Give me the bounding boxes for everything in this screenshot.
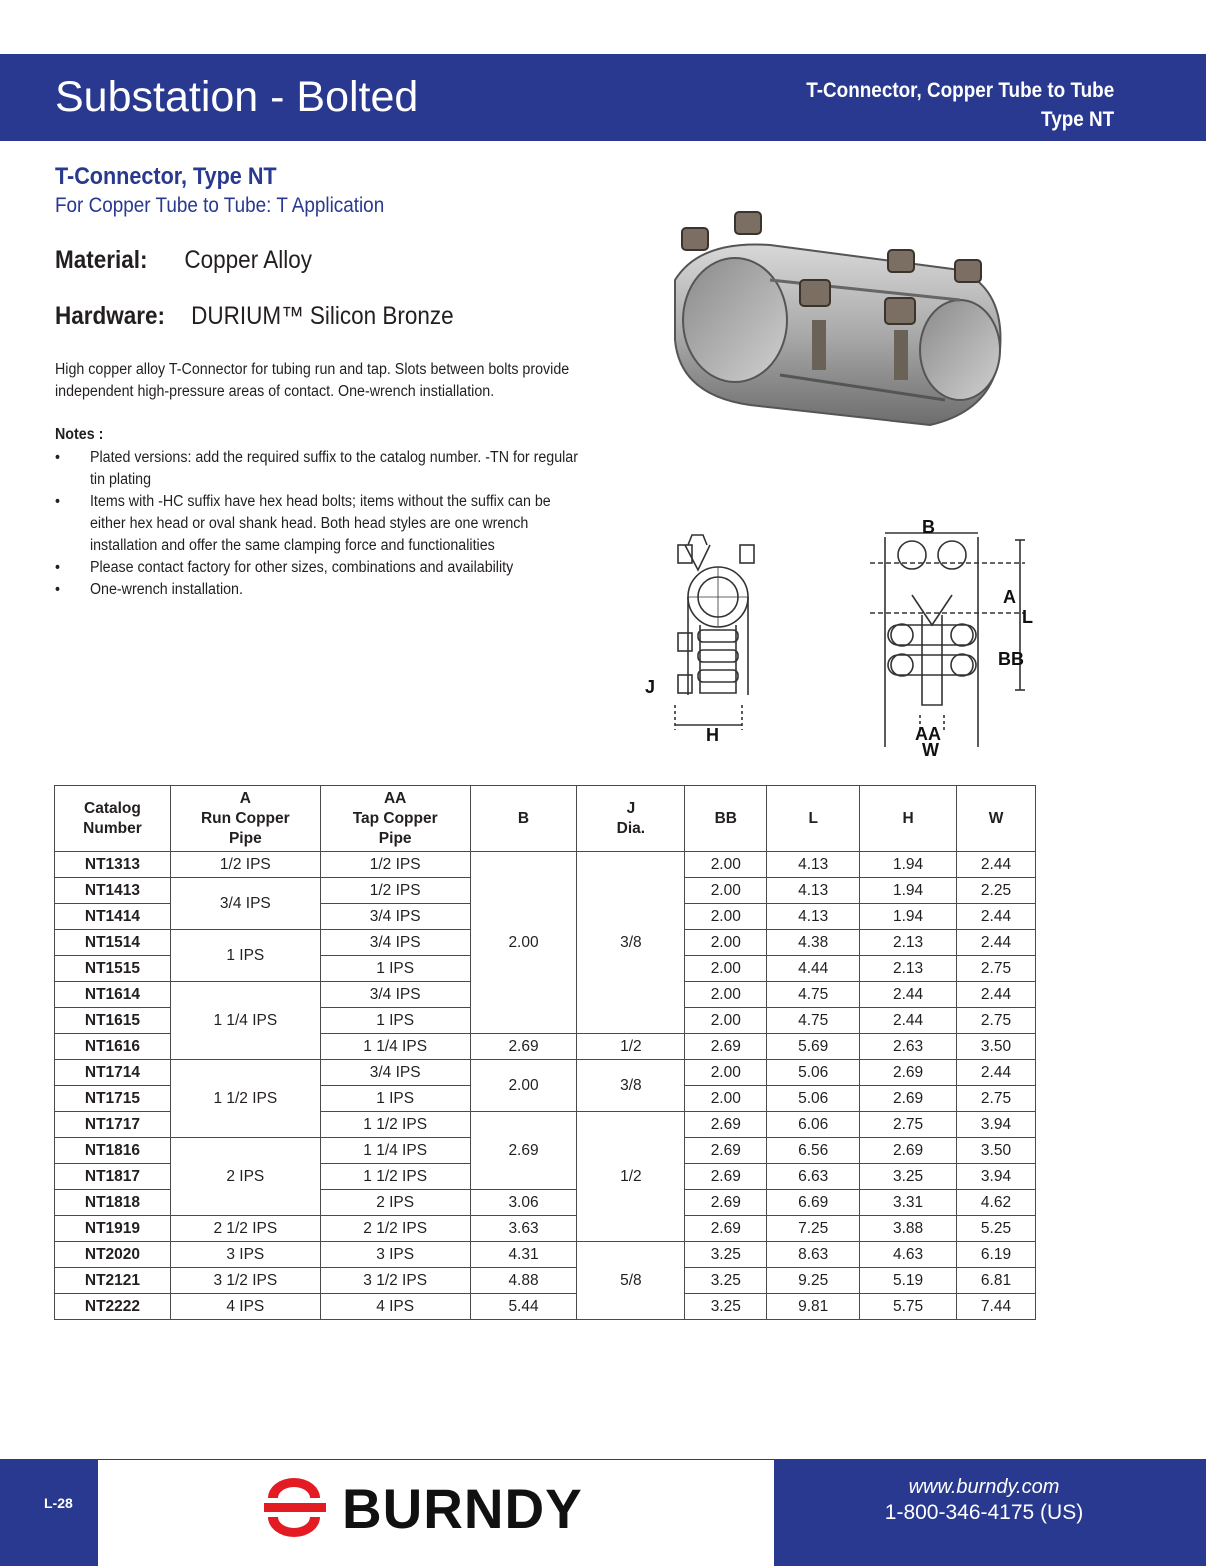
table-row: NT1615 1 IPS 2.00 4.75 2.44 2.75: [55, 1008, 1036, 1034]
note-item: • Please contact factory for other sizes, combinations and availability: [55, 557, 579, 579]
dim-label-bb: BB: [998, 649, 1024, 669]
front-view-drawing: [860, 515, 1040, 760]
dimension-table: [54, 785, 1036, 1320]
website-link[interactable]: www.burndy.com: [908, 1476, 1060, 1498]
header-catalog: Catalog Number: [55, 786, 171, 852]
hardware-spec: [55, 302, 454, 331]
header-j: J Dia.: [577, 786, 685, 852]
header-l: L: [767, 786, 860, 852]
material-value: Copper Alloy: [184, 246, 312, 274]
phone-number: 1-800-346-4175 (US): [884, 1501, 1084, 1524]
table-row: NT1715 1 IPS 2.00 5.06 2.69 2.75: [55, 1086, 1036, 1112]
dim-label-b: B: [922, 517, 935, 537]
table-row: NT1714 1 1/2 IPS 3/4 IPS 2.00 3/8 2.00 5.06 2.69 2.44: [55, 1060, 1036, 1086]
dim-label-l: L: [1022, 607, 1033, 627]
table-row: NT1414 3/4 IPS 2.00 4.13 1.94 2.44: [55, 904, 1036, 930]
footer-right-band: [774, 1459, 1206, 1566]
header-bb: BB: [685, 786, 767, 852]
product-photo: [660, 200, 1020, 450]
table-row: NT2020 3 IPS 3 IPS 4.31 5/8 3.25 8.63 4.63 6.19: [55, 1242, 1036, 1268]
table-row: NT2222 4 IPS 4 IPS 5.44 3.25 9.81 5.75 7.44: [55, 1294, 1036, 1320]
header-w: W: [957, 786, 1036, 852]
table-row: NT1717 1 1/2 IPS 2.69 1/2 2.69 6.06 2.75 3.94: [55, 1112, 1036, 1138]
hardware-value: DURIUM™ Silicon Bronze: [191, 302, 454, 330]
hardware-label: Hardware:: [55, 302, 166, 330]
note-item: • One-wrench installation.: [55, 579, 579, 601]
header-subtitle: [806, 76, 1114, 134]
page-header: [0, 54, 1206, 141]
header-h: H: [860, 786, 957, 852]
header-subtitle-line1: T-Connector, Copper Tube to Tube: [806, 79, 1114, 102]
footer-divider: [98, 1459, 774, 1460]
table-row: NT1313 1/2 IPS 1/2 IPS 2.00 3/8 2.00 4.13 1.94 2.44: [55, 852, 1036, 878]
table-row: NT1614 1 1/4 IPS 3/4 IPS 2.00 4.75 2.44 2.44: [55, 982, 1036, 1008]
dim-label-a: A: [1003, 587, 1016, 607]
note-item: • Plated versions: add the required suffix to the catalog number. -TN for regular tin plating: [55, 447, 579, 491]
burndy-logo-icon: [262, 1476, 332, 1540]
page-title: Substation - Bolted: [55, 73, 419, 121]
dim-label-j: J: [645, 677, 656, 697]
dim-label-aa: AA: [915, 724, 941, 744]
material-label: Material:: [55, 246, 148, 274]
table-row: NT2121 3 1/2 IPS 3 1/2 IPS 4.88 3.25 9.25 5.19 6.81: [55, 1268, 1036, 1294]
footer-left-band: [0, 1459, 98, 1566]
burndy-logo: [262, 1476, 622, 1546]
header-b: B: [470, 786, 577, 852]
table-row: NT1413 3/4 IPS 1/2 IPS 2.00 4.13 1.94 2.25: [55, 878, 1036, 904]
brand-wordmark: BURNDY: [342, 1477, 583, 1540]
product-description: High copper alloy T-Connector for tubing run and tap. Slots between bolts provide independent high-pressure areas of contact. One-wrench instiallation.: [55, 361, 570, 400]
header-a: A Run Copper Pipe: [170, 786, 320, 852]
table-row: NT1816 2 IPS 1 1/4 IPS 2.69 6.56 2.69 3.50: [55, 1138, 1036, 1164]
side-view-drawing: [640, 525, 760, 745]
table-row: NT1514 1 IPS 3/4 IPS 2.00 4.38 2.13 2.44: [55, 930, 1036, 956]
table-row: NT1515 1 IPS 2.00 4.44 2.13 2.75: [55, 956, 1036, 982]
header-subtitle-line2: Type NT: [1040, 108, 1114, 131]
product-subtitle: For Copper Tube to Tube: T Application: [55, 194, 385, 217]
material-spec: [55, 246, 312, 275]
table-row: NT1919 2 1/2 IPS 2 1/2 IPS 3.63 2.69 7.25 3.88 5.25: [55, 1216, 1036, 1242]
table-row: NT1818 2 IPS 3.06 2.69 6.69 3.31 4.62: [55, 1190, 1036, 1216]
dim-label-h: H: [706, 725, 719, 745]
table-row: NT1616 1 1/4 IPS 2.69 1/2 2.69 5.69 2.63 3.50: [55, 1034, 1036, 1060]
table-row: NT1817 1 1/2 IPS 2.69 6.63 3.25 3.94: [55, 1164, 1036, 1190]
product-title: T-Connector, Type NT: [55, 163, 277, 190]
page-number: L-28: [44, 1495, 73, 1511]
header-aa: AA Tap Copper Pipe: [320, 786, 470, 852]
notes-list: [55, 447, 579, 601]
note-item: • Items with -HC suffix have hex head bolts; items without the suffix can be either hex head or oval shank head. Both head styles are one wrench installation and offer the same clamping force and functionalities: [55, 491, 579, 557]
dim-label-w: W: [922, 740, 939, 760]
table-header-row: [55, 786, 1036, 852]
notes-heading: Notes :: [55, 426, 104, 443]
